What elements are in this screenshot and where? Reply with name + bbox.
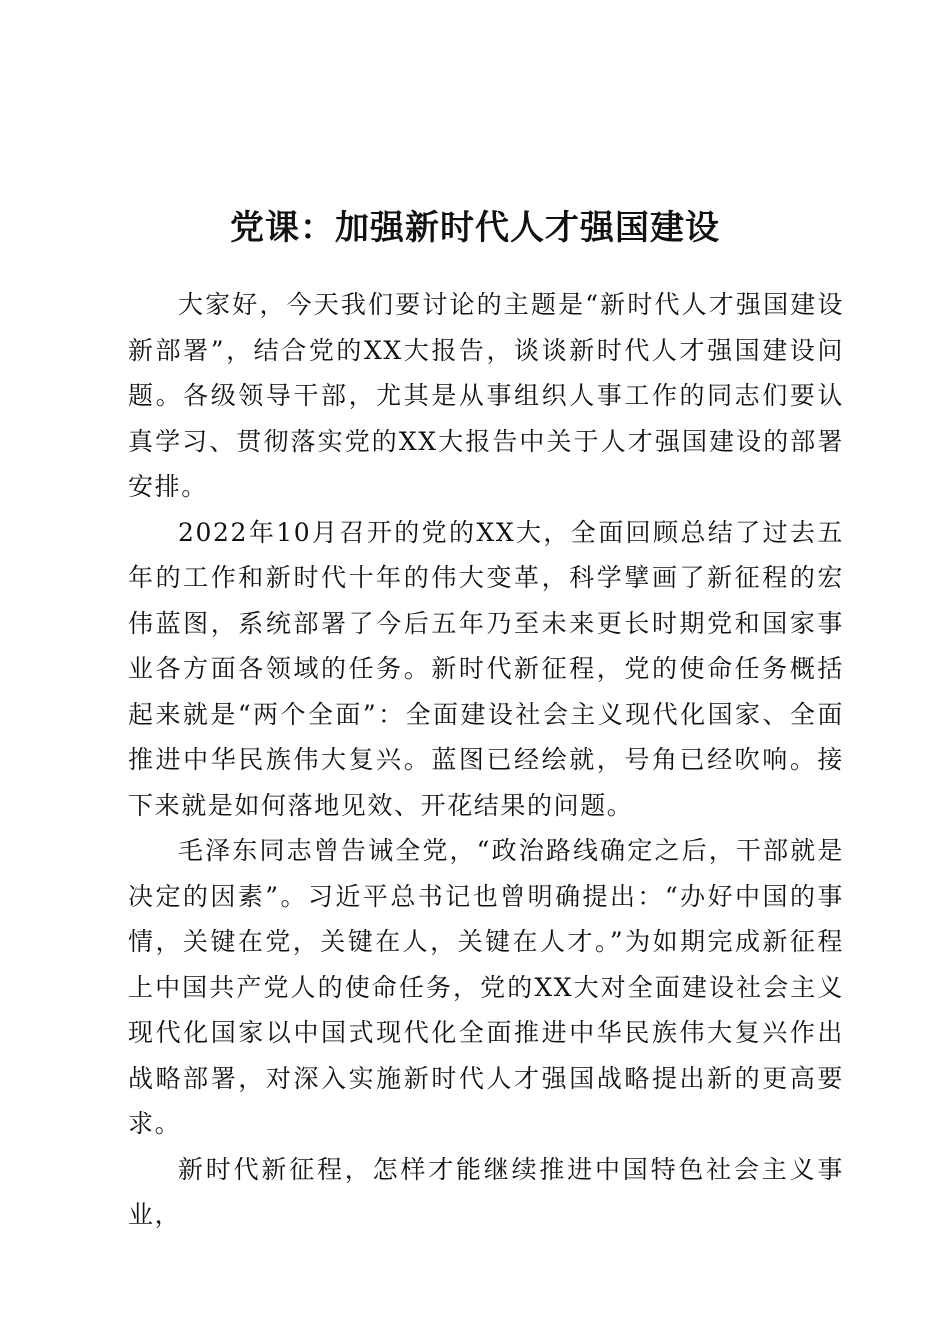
document-body bbox=[128, 282, 844, 1238]
paragraph-3: 毛泽东同志曾告诫全党，“政治路线确定之后，干部就是决定的因素”。习近平总书记也曾明确提出：“办好中国的事情，关键在党，关键在人，关键在人才。”为如期完成新征程上中国共产党人的使命任务，党的XX大对全面建设社会主义现代化国家以中国式现代化全面推进中华民族伟大复兴作出战略部署，对深入实施新时代人才强国战略提出新的更高要求。 bbox=[128, 836, 844, 1138]
paragraph-4: 新时代新征程，怎样才能继续推进中国特色社会主义事业， bbox=[128, 1154, 844, 1229]
paragraph-2: 2022年10月召开的党的XX大，全面回顾总结了过去五年的工作和新时代十年的伟大变革，科学擘画了新征程的宏伟蓝图，系统部署了今后五年乃至未来更长时期党和国家事业各方面各领域的任务。新时代新征程，党的使命任务概括起来就是“两个全面”：全面建设社会主义现代化国家、全面推进中华民族伟大复兴。蓝图已经绘就，号角已经吹响。接下来就是如何落地见效、开花结果的问题。 bbox=[128, 517, 844, 820]
paragraph-1: 大家好，今天我们要讨论的主题是“新时代人才强国建设新部署”，结合党的XX大报告，谈谈新时代人才强国建设问题。各级领导干部，尤其是从事组织人事工作的同志们要认真学习、贯彻落实党的XX大报告中关于人才强国建设的部署安排。 bbox=[128, 290, 844, 501]
document-title: 党课：加强新时代人才强国建设 bbox=[230, 208, 720, 248]
